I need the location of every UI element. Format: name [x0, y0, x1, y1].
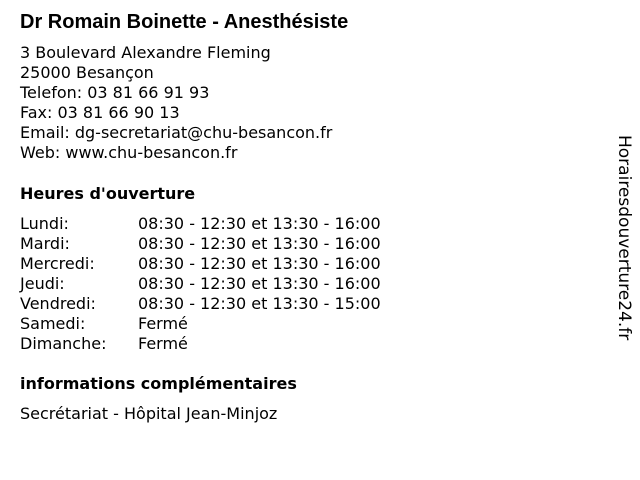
hours-row-sunday — [20, 334, 440, 354]
time-value: 08:30 - 12:30 et 13:30 - 16:00 — [138, 214, 381, 233]
time-value: 08:30 - 12:30 et 13:30 - 16:00 — [138, 234, 381, 253]
hours-row-monday — [20, 214, 440, 234]
opening-hours-list — [20, 214, 440, 354]
site-watermark: Horairesdouverture24.fr — [614, 135, 634, 341]
day-label: Dimanche: — [20, 334, 107, 353]
day-label: Vendredi: — [20, 294, 96, 313]
fax-number: Fax: 03 81 66 90 13 — [20, 103, 180, 122]
day-label: Lundi: — [20, 214, 69, 233]
day-label: Mercredi: — [20, 254, 95, 273]
hours-row-wednesday — [20, 254, 440, 274]
day-label: Samedi: — [20, 314, 86, 333]
day-label: Jeudi: — [20, 274, 65, 293]
email-address: Email: dg-secretariat@chu-besancon.fr — [20, 123, 333, 142]
phone-number: Telefon: 03 81 66 91 93 — [20, 83, 210, 102]
address-city: 25000 Besançon — [20, 63, 154, 82]
info-text: Secrétariat - Hôpital Jean-Minjoz — [20, 404, 278, 423]
time-value: 08:30 - 12:30 et 13:30 - 16:00 — [138, 274, 381, 293]
hours-row-saturday — [20, 314, 440, 334]
info-heading: informations complémentaires — [20, 374, 297, 393]
time-value: 08:30 - 12:30 et 13:30 - 15:00 — [138, 294, 381, 313]
time-value: Fermé — [138, 314, 188, 333]
address-street: 3 Boulevard Alexandre Fleming — [20, 43, 271, 62]
hours-row-thursday — [20, 274, 440, 294]
time-value: 08:30 - 12:30 et 13:30 - 16:00 — [138, 254, 381, 273]
website-address: Web: www.chu-besancon.fr — [20, 143, 238, 162]
hours-heading: Heures d'ouverture — [20, 184, 196, 203]
time-value: Fermé — [138, 334, 188, 353]
page-title: Dr Romain Boinette - Anesthésiste — [20, 11, 349, 33]
hours-row-tuesday — [20, 234, 440, 254]
contact-block — [20, 43, 332, 163]
hours-row-friday — [20, 294, 440, 314]
day-label: Mardi: — [20, 234, 70, 253]
